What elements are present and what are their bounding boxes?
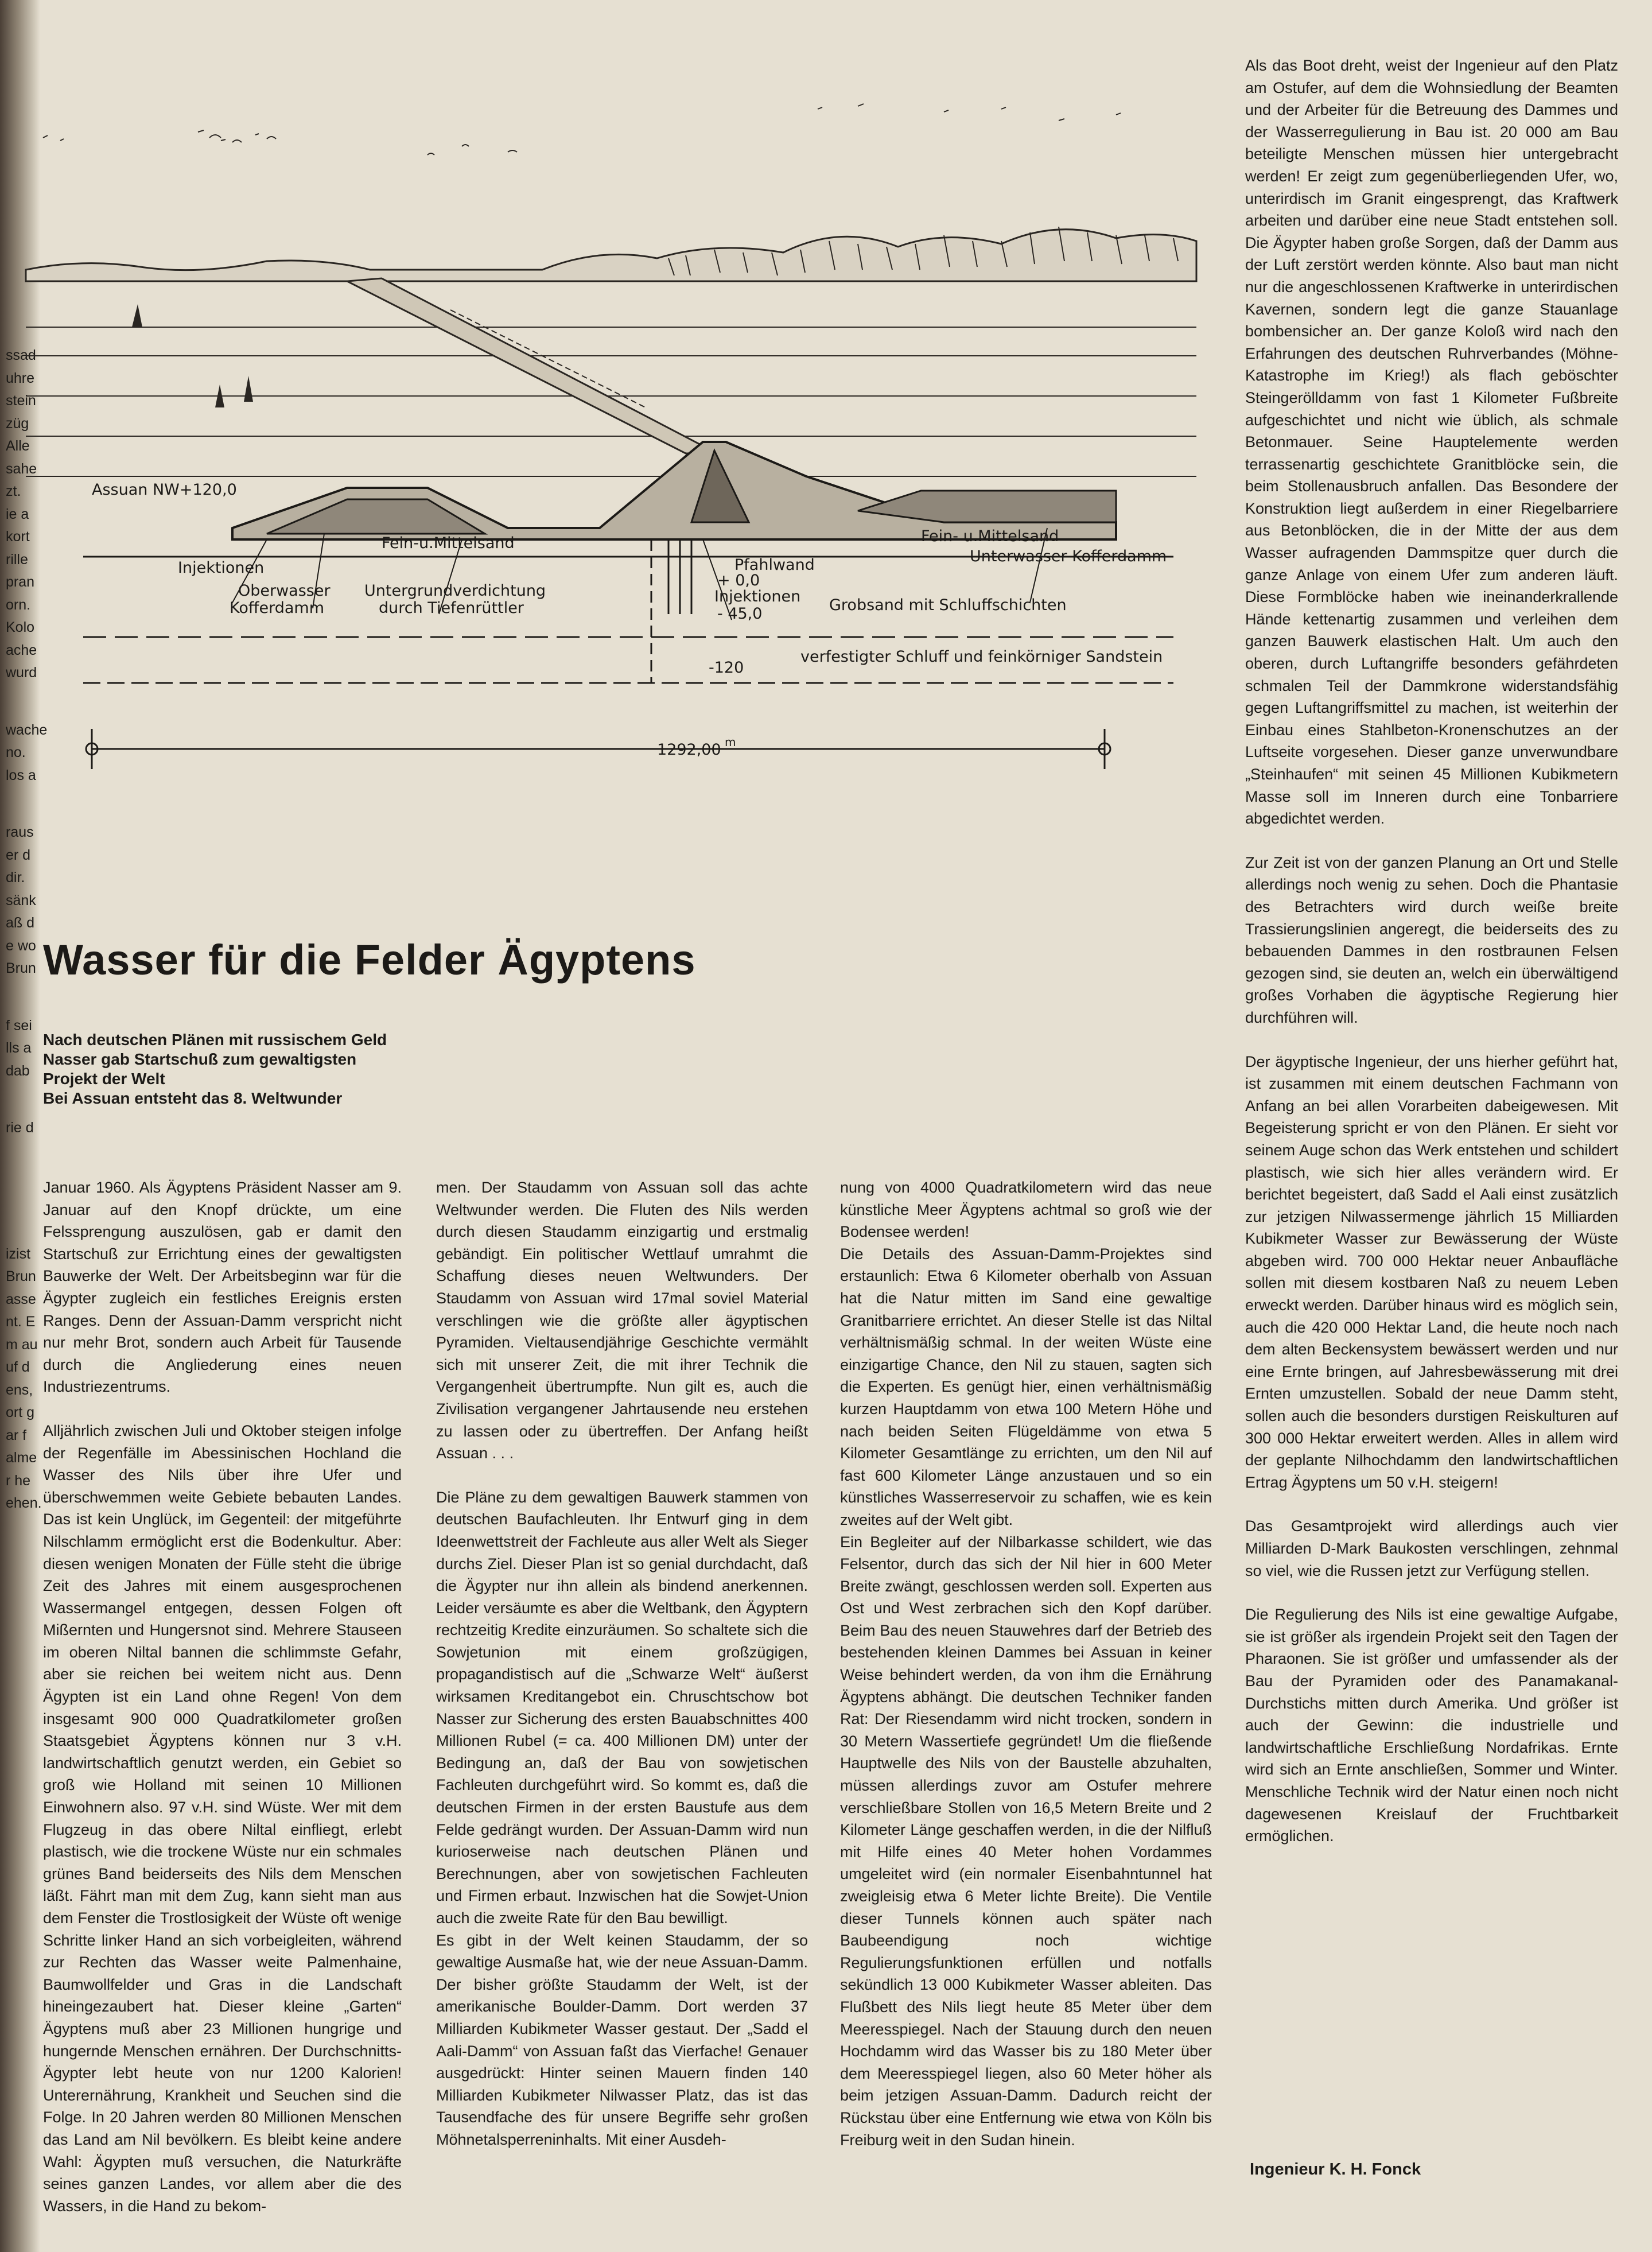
author-byline: Ingenieur K. H. Fonck [1250, 2160, 1421, 2179]
fragment-text: sänk [6, 892, 36, 908]
fragment-text: wache [6, 721, 48, 738]
fragment-text: ie a [6, 506, 29, 522]
label-assuan-nw: Assuan NW+120,0 [92, 481, 237, 499]
label-plus-zero: + 0,0 [717, 572, 760, 589]
fragment-text: ssad [6, 347, 36, 363]
label-grobsand: Grobsand mit Schluffschichten [829, 596, 1067, 614]
fragment-text: uf d [6, 1359, 30, 1375]
paragraph: Die Regulierung des Nils ist eine gewaltige Aufgabe, sie ist größer als irgendein Projekt seit den Tagen der Pharaonen. Sie ist größer und umfassender als der Bau der Pyramiden oder des Panamakanal-Durchstichs mitten durch Amerika. Und größer ist auch der Gewinn: die industrielle und landwirtschaftliche Erschließung Nordafrikas. Ernte wird sich an Ernte anschließen, Sommer und Winter. Menschliche Technik wird der Natur einen noch nicht dagewesenen Kreislauf der Fruchtbarkeit ermöglichen. [1245, 1606, 1618, 1845]
fragment-text: uhre [6, 370, 35, 386]
fragment-text: asse [6, 1291, 36, 1307]
fragment-text: züg [6, 415, 29, 432]
fragment-text: ort g [6, 1404, 35, 1420]
paragraph: Es gibt in der Welt keinen Staudamm, der so gewaltige Ausmaße hat, wie der neue Assuan-Damm. Der bisher größte Staudamm der Welt, ist der amerikanische Boulder-Damm. Dort werden 37 Milliarden Kubikmeter Wasser gestaut. Der „Sadd el Aali-Damm“ von Assuan faßt das Vierfache! Genauer ausgedrückt: Hinter seinen Mauern finden 140 Milliarden Kubikmeter Nilwasser Platz, das ist das Tausendfache des für unsere Begriffe sehr großen Möhnetalsperreninhalts. Mit einer Ausdeh- [436, 1931, 808, 2148]
fragment-text: Alle [6, 438, 30, 454]
article-column-2 [436, 1177, 808, 2151]
dam-cross-section-illustration [26, 86, 1214, 786]
article-column-4 [1245, 55, 1618, 1847]
paragraph: Januar 1960. Als Ägyptens Präsident Nasser am 9. Januar auf den Knopf drückte, um eine Felssprengung auszulösen, gab er damit den Startschuß zur Errichtung eines der gewaltigsten Bauwerke der Welt. Der Arbeitsbeginn war für die Ägypter zugleich ein festliches Ereignis ersten Ranges. Denn der Assuan-Damm verspricht nicht nur mehr Brot, sondern auch Arbeit für Tausende durch die Angliederung eines neuen Industriezentrums. [43, 1179, 402, 1396]
rocky-shore [26, 230, 1196, 281]
fragment-text: ar f [6, 1427, 27, 1443]
paragraph: Zur Zeit ist von der ganzen Planung an Ort und Stelle allerdings noch wenig zu sehen. Doch die Phantasie des Betrachters wird durch weiße breite Trassierungslinien angeregt, die beiderseits des zu bebauenden Dammes in den rostbraunen Felsen gezogen sind, sie deuten an, welch ein überwältigend großes Vorhaben die ägyptische Regierung hier durchführen will. [1245, 853, 1618, 1026]
fragment-text: pran [6, 574, 35, 590]
fragment-text: nt. E [6, 1314, 36, 1330]
label-minus-45: - 45,0 [717, 605, 763, 623]
label-untergrund-1: Untergrundverdichtung [364, 582, 546, 600]
fragment-text [6, 1140, 37, 1174]
fragment-text: ens, [6, 1381, 33, 1398]
sky-birds [43, 104, 1121, 155]
fragment-text [6, 980, 37, 1015]
label-pfahlwand: Pfahlwand [734, 556, 815, 574]
article-subheads [43, 1030, 410, 1108]
fragment-text: izist [6, 1245, 31, 1262]
fragment-text [6, 787, 37, 821]
fragment-text [6, 1174, 37, 1209]
article-column-1 [43, 1177, 402, 2217]
subhead-line: Bei Assuan entsteht das 8. Weltwunder [43, 1089, 343, 1107]
causeway [347, 278, 717, 453]
fragment-text: er d [6, 847, 31, 863]
fragment-text: dir. [6, 869, 25, 886]
fragment-text [6, 1082, 37, 1117]
fragment-text: Brun [6, 960, 36, 976]
label-injektionen-center: Injektionen [714, 588, 801, 605]
label-injektionen-left: Injektionen [178, 559, 265, 577]
paragraph: men. Der Staudamm von Assuan soll das achte Weltwunder werden. Die Fluten des Nils werden durch diesen Staudamm einzigartig und erstmalig gebändigt. Ein politischer Wettlauf umrahmt die Schaffung dieses neuen Weltwunders. Der Staudamm von Assuan wird 17mal soviel Material verschlingen wie die größte aller ägyptischen Pyramiden. Vieltausendjährige Geschichte vermählt sich mit unserer Zeit, die mit ihrer Technik die Vergangenheit übertrumpfte. Nun gilt es, auch die Zivilisation vergangener Jahrtausende neu erstehen zu lassen oder zu übertreffen. Der Anfang heißt Assuan . . . [436, 1179, 808, 1462]
fragment-text: los a [6, 767, 36, 783]
dam-drawing [26, 86, 1214, 786]
fragment-text: m au [6, 1336, 38, 1353]
fragment-text: raus [6, 824, 34, 840]
label-untergrund-2: durch Tiefenrüttler [379, 599, 524, 617]
paragraph: Das Gesamtprojekt wird allerdings auch vier Milliarden D-Mark Baukosten verschlingen, zehnmal so viel, wie die Russen jetzt zur Verfügung stellen. [1245, 1517, 1618, 1579]
paragraph: Alljährlich zwischen Juli und Oktober steigen infolge der Regenfälle im Abessinischen Hochland die Wasser des Nils über ihre Ufer und überschwemmen weite Gebiete bebauten Landes. Das ist kein Unglück, im Gegenteil: der mitgeführte Nilschlamm ermöglicht erst die Bodenkultur. Aber: diesen wenigen Monaten der Fülle steht die übrige Zeit des Jahres mit einem ausgesprochenen Wassermangel entgegen, dessen Folgen oft Mißernten und Hungersnot sind. Mehrere Stauseen im oberen Niltal bannen die schlimmste Gefahr, aber sie reichen bei weitem nicht aus. Denn Ägypten ist ein Land ohne Regen! Von dem insgesamt 900 000 Quadratkilometer großen Staatsgebiet Ägyptens können nur 3 v.H. landwirtschaftlich genutzt werden, ein Gebiet so groß wie Holland mit seinen 10 Millionen Einwohnern also. 97 v.H. sind Wüste. Wer mit dem Flugzeug in das obere Niltal einfliegt, erlebt plastisch, wie die trockene Wüste nur ein schmales grünes Band beiderseits des Nils dem Menschen läßt. Fährt man mit dem Zug, kann sieht man aus dem Fenster die Trostlosigkeit der Wüste oft wenige Schritte linker Hand an sich vorbeigleiten, während zur Rechten das Wasser weite Palmenhaine, Baumwollfelder und Gras in die Landschaft hineingezaubert hat. Dieser kleine „Garten“ Ägyptens muß aber 23 Millionen hungrige und hungernde Menschen ernähren. Der Durchschnitts-Ägypter lebt heute von nur 1200 Kalorien! Unterernährung, Krankheit und Seuchen sind die Folge. In 20 Jahren werden 80 Millionen Menschen das Land am Nil bevölkern. Es bleibt keine andere Wahl: Ägypten muß versuchen, die Naturkräfte seines ganzen Landes, vor allem aber die des Wassers, in die Hand zu bekom- [43, 1422, 402, 2215]
fragment-text: ehen. [6, 1495, 42, 1511]
paragraph: Ein Begleiter auf der Nilbarkasse schildert, wie das Felsentor, durch das sich der Nil hier in 600 Meter Breite zwängt, geschlossen werden soll. Experten aus Ost und West zerbrachen sich den Kopf darüber. Beim Bau des neuen Stauwehres darf der Betrieb des bestehenden kleinen Dammes bei Assuan in keiner Weise behindert werden, da von ihm die Ernährung Ägyptens abhängt. Die deutschen Techniker fanden Rat: Der Riesendamm wird nicht trocken, sondern in 30 Metern Wassertiefe gegründet! Um die fließende Hauptwelle des Nils von der Baustelle abzuhalten, müssen allerdings zuvor am Ostufer mehrere verschließbare Stollen von 16,5 Metern Breite und 2 Kilometer Länge geschaffen werden, in die der Nilfluß mit Hilfe eines 40 Meter hohen Vordammes umgeleitet wird (ein normaler Eisenbahntunnel hat zweigleisig etwa 6 Meter lichte Breite). Die Ventile dieser Tunnels können auch später nach Baubeendigung noch wichtige Regulierungsfunktionen erfüllen und notfalls sekündlich 13 000 Kubikmeter Wasser ableiten. Das Flußbett des Nils liegt heute 85 Meter über dem Meeresspiegel. Nach der Stauung durch den neuen Hochdamm wird das Wasser bis zu 180 Meter über dem Meeresspiegel liegen, also 60 Meter höher als beim jetzigen Assuan-Damm. Dadurch reicht der Rückstau über eine Entfernung wie etwa von Köln bis Freiburg weit in den Sudan hinein. [840, 1533, 1212, 2149]
fragment-text: kort [6, 529, 30, 545]
fragment-text: orn. [6, 596, 31, 613]
article-column-3 [840, 1177, 1212, 2151]
label-minus-120: -120 [709, 659, 744, 677]
fragment-text: e wo [6, 937, 36, 954]
label-verfestigter: verfestigter Schluff und feinkörniger Sandstein [800, 648, 1163, 666]
label-oberwasser: Oberwasser [238, 582, 331, 600]
paragraph: Als das Boot dreht, weist der Ingenieur auf den Platz am Ostufer, auf dem die Wohnsiedlung der Beamten und der Arbeiter für die Betreuung des Dammes und der Wasserregulierung in Bau ist. 20 000 am Bau beteiligte Menschen müssen hier untergebracht werden! Er zeigt zum gegenüberliegenden Ufer, wo, unterirdisch im Granit eingesprengt, das Kraftwerk arbeiten und darüber eine neue Stadt entstehen soll. Die Ägypter haben große Sorgen, daß der Damm aus der Luft zerstört werden könnte. Also baut man nicht nur die angeschlossenen Kraftwerke in unterirdischen Kavernen, sondern legt die ganze Stauanlage bombensicher an. Der ganze Koloß wird nach den Erfahrungen des deutschen Ruhrverbandes (Möhne-Katastrophe im Krieg!) als flach geböschter Steingerölldamm von fast 1 Kilometer Fußbreite aufgeschichtet und nicht wie üblich, als schmale Betonmauer. Seine Hauptelemente werden terrassenartig geschichtete Granitblöcke sein, die beim Stollenausbruch anfallen. Das Besondere der Konstruktion liegt außerdem in einer Riegelbarriere aus Betonblöcken, die in der Mitte der aus dem Wasser aufragenden Dammspitze quer durch die ganze Anlage von einem Ufer zum anderen läuft. Diese Formblöcke haben wie ineinanderkrallende Hände kettenartig zusammen und verleihen dem ganzen Bauwerk elastischen Halt. Um auch den oberen, durch Luftangriffe besonders gefährdeten schmalen Teil der Dammkrone widerstandsfähig gegen Luftangriffsmittel zu machen, ist weiterhin der Einbau eines Stahlbeton-Kronenschutzes an der Luftseite vorgesehen. Dieser ganze unverwundbare „Steinhaufen“ mit seinen 45 Millionen Kubikmetern Masse soll im Inneren durch eine Tonbarriere abgedichtet werden. [1245, 57, 1618, 828]
fragment-text: no. [6, 744, 26, 760]
paragraph: Die Details des Assuan-Damm-Projektes sind erstaunlich: Etwa 6 Kilometer oberhalb von Assuan hat die Natur mitten im Sand eine gewaltige Granitbarriere errichtet. An dieser Stelle ist das Niltal verhältnismäßig schmal. In der weiten Wüste eine einzigartige Chance, den Nil zu stauen, sagten sich die Experten. Es genügt hier, einen verhältnismäßig kurzen Hauptdamm von etwa 100 Metern Höhe und nach beiden Seiten Flügeldämme von etwa 5 Kilometer Gesamtlänge zu errichten, um den Nil auf fast 600 Kilometer Länge anzustauen und so ein künstliches Wasserreservoir zu schaffen, wie es kein zweites auf der Welt gibt. [840, 1245, 1212, 1528]
paragraph: Die Pläne zu dem gewaltigen Bauwerk stammen von deutschen Baufachleuten. Ihr Entwurf ging in dem Ideenwettstreit der Fachleute aus aller Welt als Sieger durchs Ziel. Dieser Plan ist so genial durchdacht, daß die Ägypter nur ihn allein als bindend anerkennen. Leider versäumte es aber die Weltbank, den Ägyptern rechtzeitig Kredite einzuräumen. So schaltete sich die Sowjetunion mit einem großzügigen, propagandistisch auf die „Schwarze Welt“ äußerst wirksamen Kreditangebot ein. Chruschtschow bot Nasser zur Sicherung des ersten Bauabschnittes 400 Millionen Rubel (= ca. 400 Millionen DM) unter der Bedingung an, daß der Bau von sowjetischen Fachleuten durchgeführt wird. So kommt es, daß die deutschen Firmen in der ersten Baustufe aus dem Felde gedrängt wurden. Der Assuan-Damm wird nun kurioserweise nach deutschen Plänen und Berechnungen, aber von sowjetischen Fachleuten und Firmen erbaut. Inzwischen hat die Sowjet-Union auch die zweite Rate für den Bau bewilligt. [436, 1488, 808, 1927]
fragment-text: stein [6, 393, 36, 409]
fragment-text: rille [6, 551, 28, 568]
label-length: 1292,00 [657, 741, 721, 759]
fragment-text: dab [6, 1062, 30, 1079]
label-length-unit: m [725, 735, 736, 749]
label-fein-mittelsand-left: Fein-u.Mittelsand [382, 534, 515, 552]
fragment-text: r he [6, 1472, 31, 1489]
label-fein-mittelsand-right: Fein- u.Mittelsand [921, 527, 1059, 545]
article-headline: Wasser für die Felder Ägyptens [43, 936, 696, 984]
fragment-text: ache [6, 642, 37, 658]
dimension-line [86, 729, 1110, 769]
fragment-text: lls a [6, 1040, 32, 1056]
fragment-text: alme [6, 1450, 37, 1466]
fragment-text: Brun [6, 1268, 36, 1284]
fragment-text: sahe [6, 460, 37, 477]
fragment-text: rie d [6, 1120, 34, 1136]
paragraph: nung von 4000 Quadratkilometern wird das neue künstliche Meer Ägyptens achtmal so groß wie der Bodensee werden! [840, 1179, 1212, 1241]
label-unterwasser-kofferdamm: Unterwasser Kofferdamm [970, 548, 1167, 565]
fragment-text: Kolo [6, 619, 35, 635]
subhead-line: Nach deutschen Plänen mit russischem Geld [43, 1031, 387, 1049]
fragment-text: zt. [6, 483, 21, 499]
fragment-text: aß d [6, 915, 35, 931]
paragraph: Der ägyptische Ingenieur, der uns hierher geführt hat, ist zusammen mit einem deutschen Fachmann von Anfang an bei allen Vorarbeiten dabeigewesen. Mit Begeisterung spricht er von den Plänen. Er sieht vor seinem Auge schon das Werk entstehen und schildert plastisch, wie sich hier alles verändern wird. Er berichtet begeistert, daß Sadd el Aali einst zusätzlich zur jetzigen Nilwassermenge jährlich 15 Milliarden Kubikmeter Wasser zur Bewässerung der Wüste abgeben wird. 700 000 Hektar neuer Anbaufläche sollen mit diesem kostbaren Naß zu neuem Leben erweckt werden. Darüber hinaus wird es möglich sein, auch die 420 000 Hektar Land, die heute noch nach dem alten Beckensystem bewässert werden und nur eine Ernte bringen, auf Jahresbewässerung mit drei Ernten umzustellen. Sobald der neue Damm steht, sollen auch die besonders durstigen Reiskulturen auf 300 000 Hektar erweitert werden. Alles in allem wird der geplante Nilhochdamm den landwirtschaftlichen Ertrag Ägyptens um 50 v.H. steigern! [1245, 1053, 1618, 1491]
label-kofferdamm-left: Kofferdamm [230, 599, 325, 617]
fragment-text: wurd [6, 665, 37, 681]
fragment-text: f sei [6, 1017, 32, 1034]
fragment-text [6, 1209, 37, 1243]
subhead-line: Nasser gab Startschuß zum gewaltigsten Projekt der Welt [43, 1050, 357, 1088]
